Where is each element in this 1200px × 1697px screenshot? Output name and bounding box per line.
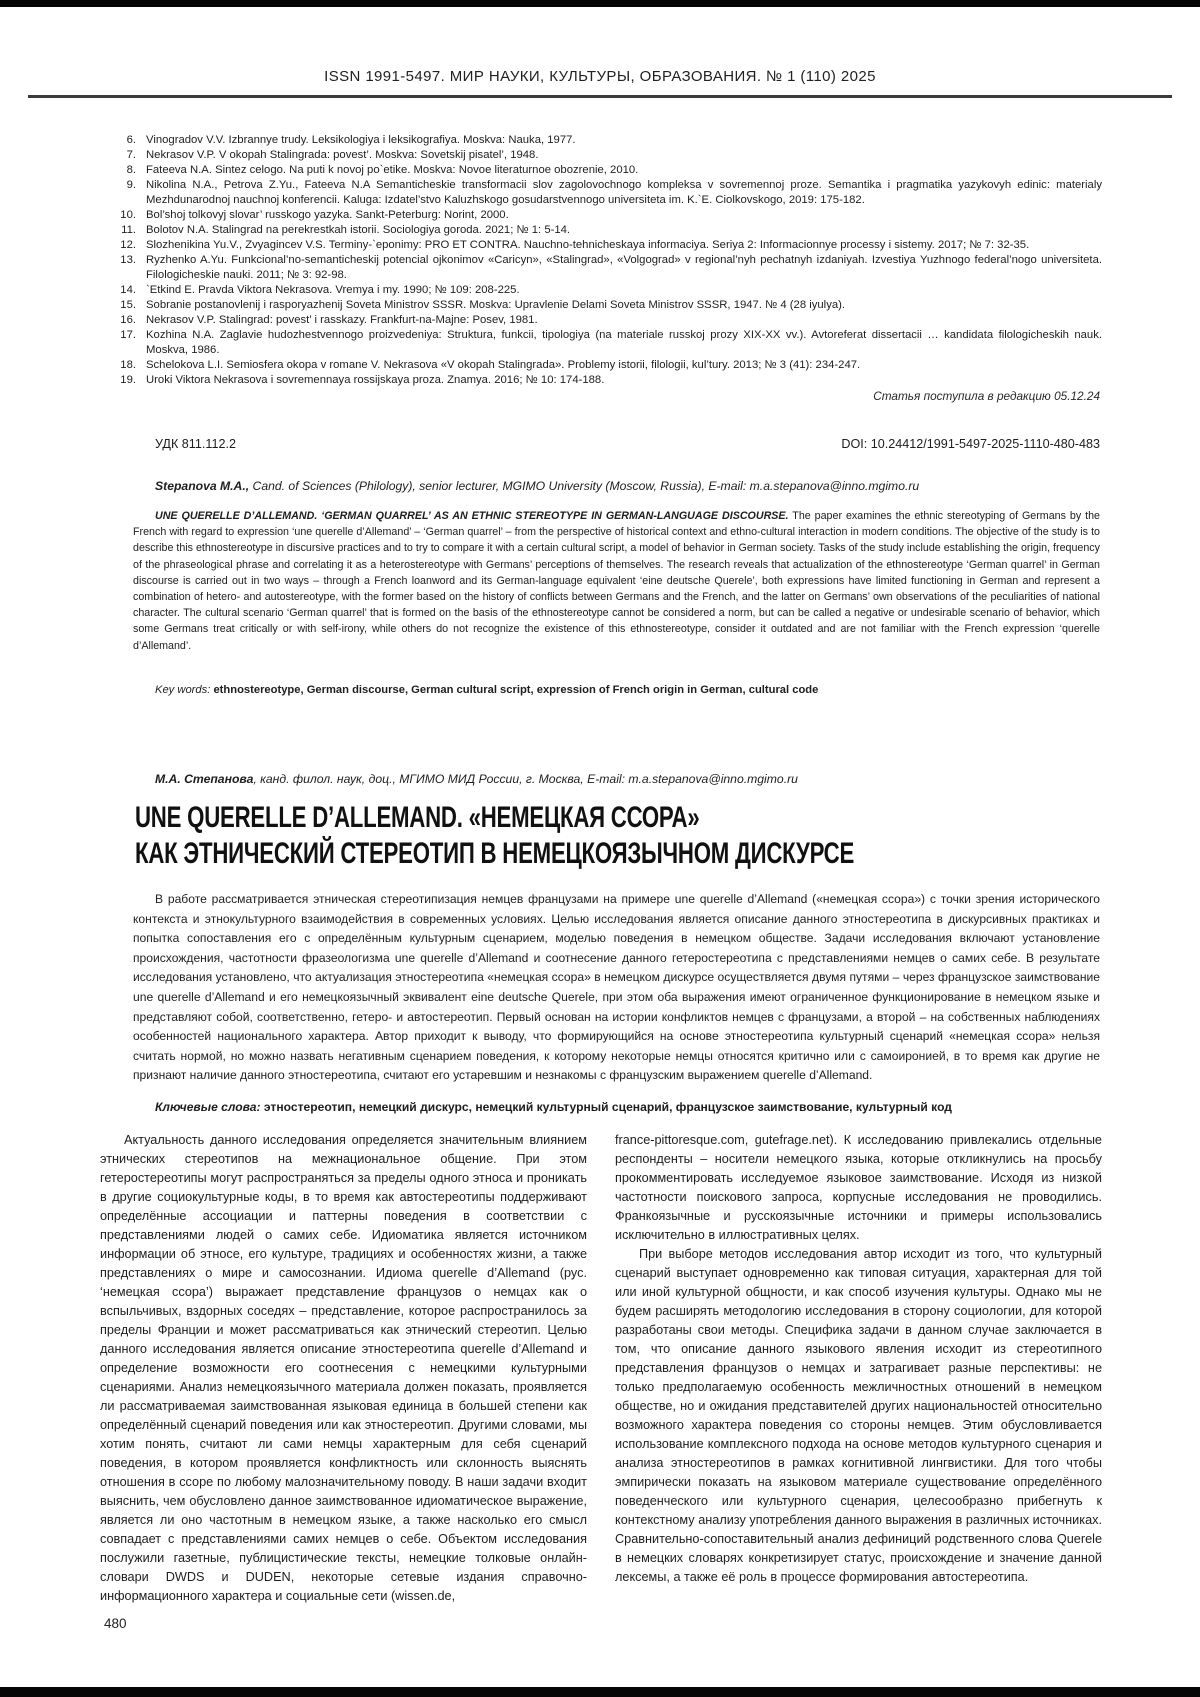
reference-item (100, 283, 1102, 298)
article-title-line2: КАК ЭТНИЧЕСКИЙ СТЕРЕОТИП В НЕМЕЦКОЯЗЫЧНОМ ДИСКУРСЕ (135, 837, 855, 870)
reference-list (100, 133, 1102, 388)
body-paragraph: При выборе методов исследования автор исходит из того, что культурный сценарий выступает одновременно как типовая ситуация, характерная для той или иной культурной общности, и как способ изучения культуры. Однако мы не будем расширять методологию исследования в сторону социологии, для которой разработаны свои методы. Специфика задачи в данном случае заключается в том, что описание данного языкового явления исходит из стереотипного представления французов о немцах и затрагивает разные перспективы: не только предполагаемую особенность межличностных отношений в немецком обществе, но и ожидания представителей других национальностей относительно возможного характера поведения со стороны немцев. Этим обусловливается использование комплексного подхода на основе методов культурного сценария и анализа этностереотипов в рамках когнитивной лингвистики. Для того чтобы эмпирически показать на языковом материале существование определённого поведенческого или культурного сценария, целесообразно прибегнуть к контекстному анализу употребления данного выражения в различных источниках. Сравнительно-сопоставительный анализ дефиниций родственного слова Querele в немецких словарях конкретизирует статус, происхождение и значение данной лексемы, а также её роль в процессе формирования автостереотипа. (615, 1247, 1102, 1584)
scan-edge-bottom (0, 1687, 1200, 1697)
reference-item (100, 163, 1102, 178)
udk-code: УДК 811.112.2 (155, 437, 236, 451)
reference-text: Bol’shoj tolkovyj slovar’ russkogo yazyka. Sankt-Peterburg: Norint, 2000. (146, 209, 509, 221)
reference-text: Vinogradov V.V. Izbrannye trudy. Leksikologiya i leksikografiya. Moskva: Nauka, 1977. (146, 134, 576, 146)
abstract-ru: В работе рассматривается этническая стереотипизация немцев французами на примере une querelle d’Allemand («немецкая ссора») с точки зрения исторического контекста и этнокультурного взаимодействия в современных условиях. Целью исследования является описание данного этностереотипа в дискурсивных практиках и попытка сопоставления его с определённым культурным сценарием, моделью поведения в немецком обществе. Задачи исследования включают установление происхождения, частотности фразеологизма une querelle d’Allemand и соотнесение данного гетеростереотипа с представлениями немцев о самих себе. В результате исследования установлено, что актуализация этностереотипа «немецкая ссора» в немецком дискурсе осуществляется двумя путями – через французское заимствование une querelle d’Allemand и его немецкоязычный эквивалент eine deutsche Querele, при этом оба выражения имеют ограниченное функционирование в немецком языке и представляют собой, соответственно, гетеро- и автостереотип. Первый основан на истории конфликтов немцев с французами, а второй – на собственных наблюдениях особенностей национального характера. Автор приходит к выводу, что формирующийся на основе этностереотипа культурный сценарий «немецкая ссора» нельзя считать нормой, но можно назвать негативным сценарием поведения, к которому некоторые немцы относятся критично или с самоиронией, в то время как другие не признают наличие данного этностереотипа, считают его устаревшим и незнакомы с французским выражением querelle d’Allemand. (133, 892, 1100, 1083)
body-paragraph: Актуальность данного исследования определяется значительным влиянием этнических стереотипов на межнациональное общение. При этом гетеростереотипы могут распространяться за пределы одного этноса и проникать в другие социокультурные коды, в то время как автостереотипы поддерживают определённые ассоциации и паттерны поведения в соответствии с представлениями людей о самих себе. Идиоматика является источником информации об этносе, его культуре, традициях и особенностях жизни, а также представлениях о мире и самосознании. Идиома querelle d’Allemand (рус. ‘немецкая ссора’) выражает представление французов о немцах как о вспыльчивых, вздорных соседях – представление, которое распространилось за пределы Франции и может рассматриваться как этнический стереотип. Целью данного исследования является описание этностереотипа querelle d’Allemand и определение возможности его соотнесения с немецкими культурными сценариями. Анализ немецкоязычного материала должен показать, проявляется ли рассматриваемая заимствованная языковая единица в большей степени как определённый сценарий поведения или как этностереотип. Другими словами, мы хотим понять, считают ли сами немцы характерным для себя сценарий поведения, в котором проявляется конфликтность или склонность выяснять отношения в ссоре по любому малозначительному поводу. В наши задачи входит выяснить, чем обусловлено данное заимствованное идиоматическое выражение, является ли оно частотным в немецком языке, а также насколько его смысл совпадает с представлениями самих немцев о себе. Объектом исследования послужили газетные, публицистические тексты, немецкие толковые онлайн-словари DWDS и DUDEN, некоторые сетевые издания справочно-информационного характера и социальные сети (wissen.de, (100, 1133, 587, 1603)
received-date-note: Статья поступила в редакцию 05.12.24 (873, 389, 1100, 403)
body-column-right (615, 1131, 1102, 1606)
body-column-left (100, 1131, 587, 1606)
reference-number: 15. (120, 299, 136, 311)
reference-number: 10. (120, 209, 136, 221)
keywords-ru-text: этностереотип, немецкий дискурс, немецкий культурный сценарий, французское заимствование, культурный код (263, 1100, 952, 1114)
page-number: 480 (104, 1616, 127, 1631)
reference-item (100, 328, 1102, 358)
reference-text: Kozhina N.A. Zaglavie hudozhestvennogo proizvedeniya: Struktura, funkcii, tipologiya (na materiale russkoj prozy XIX-XX vv.). Avtoreferat dissertacii … kandidata filologicheskih nauk. Moskva, 1986. (146, 329, 1102, 356)
article-title (135, 800, 1135, 872)
reference-number: 12. (120, 239, 136, 251)
reference-item (100, 133, 1102, 148)
reference-number: 7. (126, 149, 136, 161)
reference-number: 17. (120, 329, 136, 341)
reference-text: `Etkind E. Pravda Viktora Nekrasova. Vremya i my. 1990; № 109: 208-225. (146, 284, 520, 296)
reference-item (100, 178, 1102, 208)
reference-text: Nekrasov V.P. Stalingrad: povest’ i rasskazy. Frankfurt-na-Majne: Posev, 1981. (146, 314, 538, 326)
reference-text: Nekrasov V.P. V okopah Stalingrada: povest’. Moskva: Sovetskij pisatel’, 1948. (146, 149, 539, 161)
author-name-en: Stepanova M.A., (155, 479, 250, 493)
reference-number: 8. (126, 164, 136, 176)
reference-number: 16. (120, 314, 136, 326)
reference-number: 19. (120, 374, 136, 386)
reference-text: Nikolina N.A., Petrova Z.Yu., Fateeva N.A Semanticheskie transformacii slov zagolovochnogo kompleksa v sovremennoj proze. Semantika i pragmatika yazykovyh edinic: materialy Mezhdunarodnoj nauchnoj konferencii. Kaluga: Izdatel’stvo Kaluzhskogo gosudarstvennogo universiteta im. K.`E. Ciolkovskogo, 2019: 175-182. (146, 179, 1102, 206)
reference-item (100, 313, 1102, 328)
header-rule (28, 95, 1172, 98)
reference-text: Sobranie postanovlenij i rasporyazhenij Soveta Ministrov SSSR. Moskva: Upravlenie Delami Soveta Ministrov SSSR, 1947. № 4 (28 iyulya). (146, 299, 846, 311)
reference-number: 18. (120, 359, 136, 371)
reference-text: Bolotov N.A. Stalingrad na perekrestkah istorii. Sociologiya goroda. 2021; № 1: 5-14. (146, 224, 571, 236)
reference-number: 11. (121, 224, 136, 236)
keywords-ru-label: Ключевые слова: (155, 1100, 264, 1114)
journal-header: ISSN 1991-5497. МИР НАУКИ, КУЛЬТУРЫ, ОБРАЗОВАНИЯ. № 1 (110) 2025 (324, 68, 876, 85)
author-line-en (155, 479, 1100, 493)
reference-text: Ryzhenko A.Yu. Funkcional’no-semanticheskij potencial ojkonimov «Caricyn», «Stalingrad», «Volgograd» v regional’nyh pechatnyh izdaniyah. Izvestiya Yuzhnogo federal’nogo universiteta. Filologicheskie nauki. 2011; № 3: 92-98. (146, 254, 1102, 281)
reference-number: 14. (120, 284, 136, 296)
reference-text: Schelokova L.I. Semiosfera okopa v romane V. Nekrasova «V okopah Stalingrada». Problemy istorii, filologii, kul’tury. 2013; № 3 (41): 234-247. (146, 359, 861, 371)
keywords-en (155, 684, 1100, 696)
author-name-ru: М.А. Степанова (155, 772, 254, 786)
reference-item (100, 358, 1102, 373)
reference-text: Uroki Viktora Nekrasova i sovremennaya rossijskaya proza. Znamya. 2016; № 10: 174-188. (146, 374, 605, 386)
abstract-en (133, 508, 1100, 654)
abstract-en-title: UNE QUERELLE D’ALLEMAND. ‘GERMAN QUARREL’ AS AN ETHNIC STEREOTYPE IN GERMAN-LANGUAGE DISCOURSE. (155, 510, 789, 522)
reference-number: 13. (120, 254, 136, 266)
reference-item (100, 223, 1102, 238)
scan-edge-top (0, 0, 1200, 7)
reference-item (100, 253, 1102, 283)
reference-text: Fateeva N.A. Sintez celogo. Na puti k novoj po`etike. Moskva: Novoe literaturnoe obozrenie, 2010. (146, 164, 639, 176)
reference-item (100, 208, 1102, 223)
author-affiliation-ru: , канд. филол. наук, доц., МГИМО МИД России, г. Москва, E-mail: m.a.stepanova@inno.mgimo.ru (253, 772, 798, 786)
body-paragraph: france-pittoresque.com, gutefrage.net). К исследованию привлекались отдельные респонденты – носители немецкого языка, которые откликнулись на просьбу прокомментировать исследуемое языковое заимствование. Исходя из низкой частотности поискового запроса, корпусные исследования не проводились. Франкоязычные и русскоязычные источники и примеры использовались исключительно в иллюстративных целях. (615, 1133, 1102, 1242)
doi: DOI: 10.24412/1991-5497-2025-1110-480-483 (841, 437, 1100, 451)
reference-item (100, 298, 1102, 313)
article-body (100, 1131, 1102, 1606)
reference-item (100, 373, 1102, 388)
abstract-en-text: The paper examines the ethnic stereotyping of Germans by the French with regard to expression ‘une querelle d’Allemand’ – ‘German quarrel’ – from the perspective of historical context and ethno-cultural interaction in modern conditions. The objective of the study is to describe this ethnostereotype in discursive practices and to try to compare it with a certain cultural script, a model of behavior in German society. Tasks of the study include establishing the origin, frequency of the phraseological phrase and correlating it as a heterostereotype with Germans’ perceptions of themselves. The research reveals that actualization of the ethnostereotype ‘German quarrel’ in German discourse is carried out in two ways – through a French loanword and its German-language equivalent ‘eine deutsche Querele’, both expressions have limited functioning in German and represent a combination of hetero- and autostereotype, with the former based on the history of conflicts between Germans and the French, and the latter on Germans’ own observations of the peculiarities of national character. The cultural scenario ‘German quarrel’ that is formed on the basis of the ethnostereotype cannot be considered a norm, but can be called a negative or undesirable scenario of behavior, which some Germans treat critically or with self-irony, while others do not recognize the existence of this ethnostereotype, consider it outdated and are not familiar with the French expression ‘querelle d’Allemand’. (133, 510, 1100, 652)
reference-number: 6. (126, 134, 136, 146)
reference-number: 9. (126, 179, 136, 191)
reference-text: Slozhenikina Yu.V., Zvyagincev V.S. Terminy-`eponimy: PRO ET CONTRA. Nauchno-tehnicheskaya informaciya. Seriya 2: Informacionnye processy i sistemy. 2017; № 7: 32-35. (146, 239, 1030, 251)
reference-item (100, 238, 1102, 253)
keywords-ru (155, 1100, 1100, 1114)
article-title-line1: UNE QUERELLE D’ALLEMAND. «НЕМЕЦКАЯ ССОРА» (135, 801, 700, 834)
author-line-ru (155, 772, 1100, 786)
keywords-en-text: ethnostereotype, German discourse, German cultural script, expression of French origin in German, cultural code (213, 684, 819, 696)
author-affiliation-en: Cand. of Sciences (Philology), senior lecturer, MGIMO University (Moscow, Russia), E-mail: m.a.stepanova@inno.mgimo.ru (249, 479, 920, 493)
reference-item (100, 148, 1102, 163)
keywords-en-label: Key words: (155, 684, 214, 696)
udk-doi-row (155, 437, 1100, 451)
